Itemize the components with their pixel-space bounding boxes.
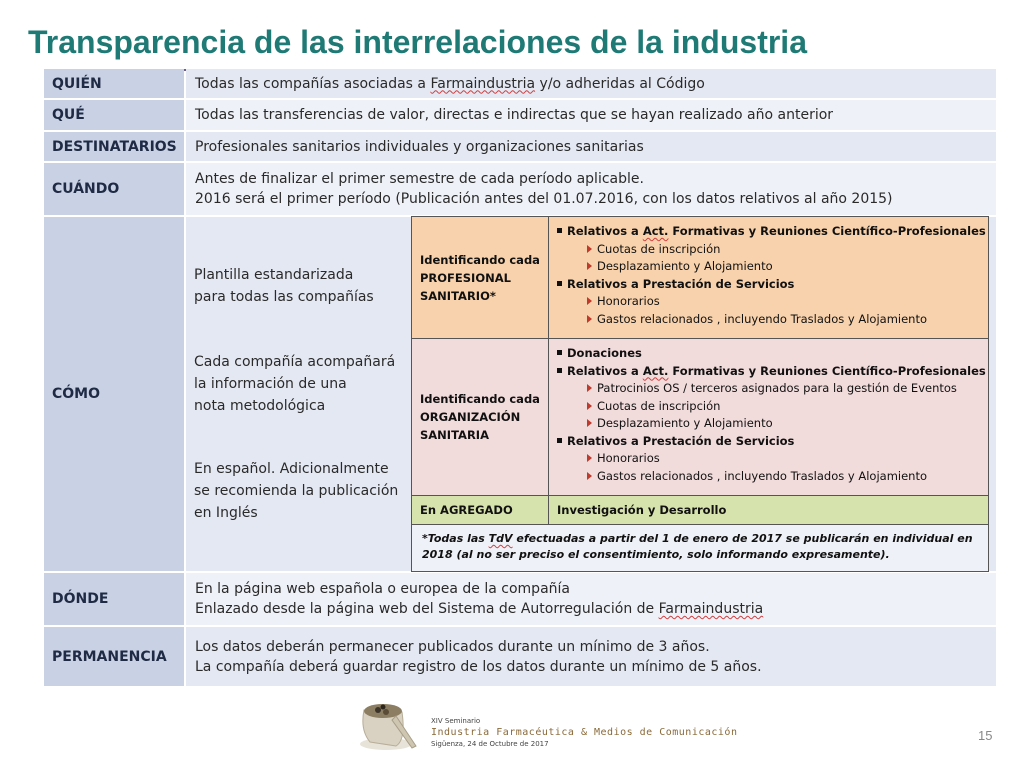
org-h1-post: Formativas y Reuniones Científico-Profesionales bbox=[668, 363, 986, 378]
page-number: 15 bbox=[978, 728, 993, 743]
como-left-3: En español. Adicionalmente se recomienda la publicación en Inglés bbox=[194, 461, 399, 521]
label-permanencia bbox=[44, 627, 184, 686]
permanencia-line2: La compañía deberá guardar registro de los datos durante un mínimo de 5 años. bbox=[195, 658, 762, 675]
organizacion-content bbox=[549, 339, 988, 495]
donde-line2-pre: Enlazado desde la página web del Sistema de Autorregulación de bbox=[195, 601, 659, 617]
org-h1-pre: Relativos a bbox=[567, 363, 643, 378]
prof-heading-actividades bbox=[557, 223, 988, 241]
value-permanencia bbox=[186, 627, 996, 686]
prof-item bbox=[557, 311, 988, 329]
como-left-1: Plantilla estandarizada para todas las compañías bbox=[194, 267, 374, 305]
value-quien bbox=[186, 69, 996, 100]
org-item bbox=[557, 415, 988, 433]
square-bullet-icon bbox=[557, 368, 562, 373]
cuando-line2: 2016 será el primer período (Publicación antes del 01.07.2016, con los datos relativos al año 2015) bbox=[195, 191, 893, 207]
agregado-label: En AGREGADO bbox=[412, 496, 549, 524]
org-s1: Patrocinios OS / terceros asignados para la gestión de Eventos bbox=[597, 381, 957, 395]
note-pre: *Todas las bbox=[422, 532, 489, 545]
org-h1-act: Act. bbox=[642, 363, 669, 378]
como-left-column bbox=[186, 218, 410, 570]
agregado-value: Investigación y Desarrollo bbox=[557, 503, 727, 517]
seminar-logo-icon bbox=[356, 700, 420, 752]
triangle-bullet-icon bbox=[587, 297, 592, 305]
row-organizacion bbox=[412, 339, 988, 496]
triangle-bullet-icon bbox=[587, 262, 592, 270]
donde-farmaindustria: Farmaindustria bbox=[658, 601, 764, 617]
triangle-bullet-icon bbox=[587, 419, 592, 427]
org-item bbox=[557, 380, 988, 398]
page-title: Transparencia de las interrelaciones de la industria bbox=[28, 24, 807, 60]
quien-farmaindustria: Farmaindustria bbox=[430, 75, 536, 92]
label-donde-text: DÓNDE bbox=[52, 591, 109, 607]
note-tdv: TdV bbox=[488, 532, 513, 545]
org-s3: Desplazamiento y Alojamiento bbox=[597, 416, 773, 430]
value-donde bbox=[186, 573, 996, 627]
prof-h1-pre: Relativos a bbox=[567, 224, 643, 238]
triangle-bullet-icon bbox=[587, 402, 592, 410]
destinatarios-text: Profesionales sanitarios individuales y organizaciones sanitarias bbox=[195, 138, 644, 155]
prof-s2: Desplazamiento y Alojamiento bbox=[597, 259, 773, 273]
label-quien bbox=[44, 69, 184, 100]
triangle-bullet-icon bbox=[587, 384, 592, 392]
label-donde bbox=[44, 573, 184, 627]
org-heading-actividades bbox=[557, 363, 988, 381]
donde-line2 bbox=[195, 599, 996, 619]
prof-item bbox=[557, 293, 988, 311]
profesional-label: Identificando cada PROFESIONAL SANITARIO* bbox=[412, 217, 549, 338]
tdv-note bbox=[422, 531, 982, 563]
label-destinatarios bbox=[44, 132, 184, 163]
donde-line1: En la página web española o europea de la compañía bbox=[195, 581, 570, 597]
org-heading-donaciones bbox=[557, 345, 988, 363]
prof-item bbox=[557, 258, 988, 276]
prof-s1: Cuotas de inscripción bbox=[597, 241, 721, 256]
value-cuando bbox=[186, 163, 996, 217]
footer-seminar-name: Industria Farmacéutica & Medios de Comunicación bbox=[431, 727, 738, 738]
cuando-line1: Antes de finalizar el primer semestre de cada período aplicable. bbox=[195, 171, 644, 187]
label-quien-text: QUIÉN bbox=[52, 75, 102, 92]
note-post: efectuadas a partir del 1 de enero de 2017 se publicarán en individual en 2018 (al no ser preciso el consentimiento, solo informando expresamente). bbox=[422, 532, 973, 561]
profesional-content bbox=[549, 217, 988, 338]
triangle-bullet-icon bbox=[587, 245, 592, 253]
label-como bbox=[44, 217, 184, 573]
org-item bbox=[557, 450, 988, 468]
label-que bbox=[44, 100, 184, 132]
que-text: Todas las transferencias de valor, directas e indirectas que se hayan realizado año anterior bbox=[195, 107, 834, 123]
triangle-bullet-icon bbox=[587, 315, 592, 323]
org-s5: Gastos relacionados , incluyendo Traslados y Alojamiento bbox=[597, 468, 928, 483]
row-profesional bbox=[412, 217, 988, 339]
row-agregado bbox=[412, 496, 988, 525]
org-s4: Honorarios bbox=[597, 451, 660, 465]
organizacion-label: Identificando cada ORGANIZACIÓN SANITARIA bbox=[412, 339, 549, 495]
label-que-text: QUÉ bbox=[52, 107, 85, 123]
triangle-bullet-icon bbox=[587, 454, 592, 462]
row-note bbox=[412, 525, 988, 571]
prof-heading-servicios bbox=[557, 276, 988, 294]
org-item bbox=[557, 468, 988, 486]
square-bullet-icon bbox=[557, 281, 562, 286]
footer-seminar: XIV Seminario bbox=[431, 717, 481, 725]
prof-h1-post: Formativas y Reuniones Científico-Profesionales bbox=[668, 224, 986, 238]
label-como-text: CÓMO bbox=[52, 386, 101, 402]
label-destinatarios-text: DESTINATARIOS bbox=[52, 138, 177, 155]
org-h0: Donaciones bbox=[567, 346, 642, 360]
org-heading-servicios bbox=[557, 433, 988, 451]
triangle-bullet-icon bbox=[587, 472, 592, 480]
square-bullet-icon bbox=[557, 438, 562, 443]
prof-h1-act: Act. bbox=[642, 224, 669, 238]
label-cuando bbox=[44, 163, 184, 217]
prof-item bbox=[557, 241, 988, 259]
value-destinatarios bbox=[186, 132, 996, 163]
como-detail-table bbox=[411, 216, 989, 572]
prof-s3: Honorarios bbox=[597, 294, 660, 308]
label-permanencia-text: PERMANENCIA bbox=[52, 648, 167, 665]
org-h2: Relativos a Prestación de Servicios bbox=[567, 433, 795, 448]
como-left-2: Cada compañía acompañará la información de una nota metodológica bbox=[194, 354, 396, 414]
prof-h2: Relativos a Prestación de Servicios bbox=[567, 276, 795, 291]
quien-pre: Todas las compañías asociadas a bbox=[195, 75, 431, 92]
label-cuando-text: CUÁNDO bbox=[52, 181, 120, 197]
square-bullet-icon bbox=[557, 228, 562, 233]
square-bullet-icon bbox=[557, 350, 562, 355]
value-que bbox=[186, 100, 996, 132]
prof-s4: Gastos relacionados , incluyendo Traslados y Alojamiento bbox=[597, 311, 928, 326]
permanencia-line1: Los datos deberán permanecer publicados durante un mínimo de 3 años. bbox=[195, 638, 710, 655]
org-item bbox=[557, 398, 988, 416]
quien-post: y/o adheridas al Código bbox=[535, 75, 705, 92]
org-s2: Cuotas de inscripción bbox=[597, 398, 721, 413]
footer-place-date: Sigüenza, 24 de Octubre de 2017 bbox=[431, 740, 549, 748]
